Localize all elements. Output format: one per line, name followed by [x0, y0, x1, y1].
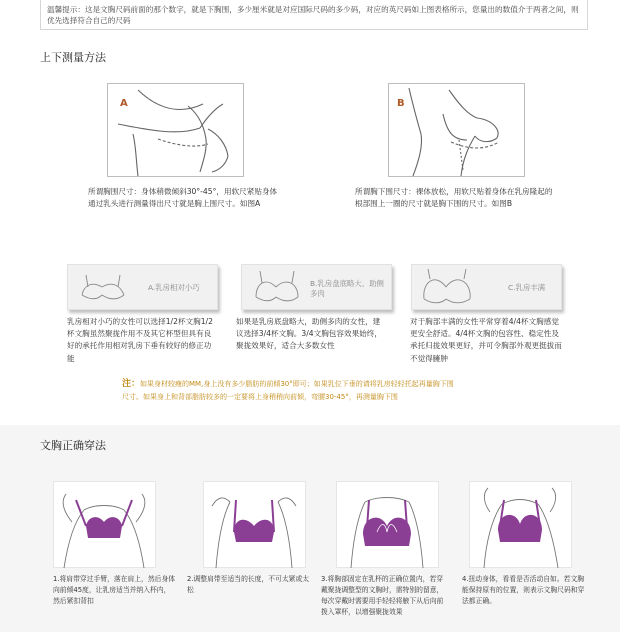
tip-box — [40, 0, 588, 30]
bra-full-cup-icon — [418, 265, 478, 311]
cup-card-a-label: A.乳房相对小巧 — [148, 283, 200, 292]
note-line-1: 如果身材较瘦的MM,身上没有多少脂肪的前倾30°即可；如果乳位下垂的请将乳房轻轻托起再量胸下围 — [140, 380, 454, 388]
note-line-2: 尺寸。如果身上和背部脂肪较多的一定要将上身稍稍向前倾，弯腰30-45°，再测量胸下围 — [122, 393, 398, 401]
step-3-image — [336, 481, 439, 568]
bra-three-quarter-cup-icon — [248, 265, 308, 311]
figure-a — [107, 83, 244, 177]
step-3-text: 3.将胸部固定在乳杯的正确位置内，若穿戴聚拢调整型的文胸时，需特别的留意，每次穿戴时需要用手轻轻将腋下从后向前拨入罩杯，以增强聚拢效果 — [321, 575, 444, 616]
figure-b-caption: 所谓胸下围尺寸：裸体放松，用软尺贴着身体在乳房隆起的根部围上一圈的尺寸就是胸下围的尺寸。如图B — [355, 187, 553, 208]
section-title-measure: 上下测量方法 — [40, 51, 106, 64]
step-1-image — [53, 481, 156, 568]
figure-b-illustration — [389, 84, 526, 178]
cup-card-b-label: B.乳房盘底略大、助侧多肉 — [310, 279, 384, 298]
figure-b — [388, 83, 525, 177]
figure-a-caption: 所谓胸围尺寸：身体稍微倾斜30°-45°，用软尺紧贴身体通过乳头进行测量得出尺寸就是胸上围尺寸。如图A — [88, 187, 278, 208]
figure-a-letter: A — [120, 98, 128, 109]
figure-b-letter: B — [397, 98, 405, 109]
cup-card-a-desc: 乳房相对小巧的女性可以选择1/2杯文胸1/2杯文胸虽然聚拢作用不及其它杯型但具有良好的承托作用相对乳房下垂有较好的修正功能 — [67, 317, 213, 363]
step-4-image — [469, 481, 572, 568]
step-2-text: 2.调整肩带至适当的长度，不可太紧或太松 — [187, 575, 310, 594]
cup-card-a — [67, 264, 218, 310]
step-4-illustration — [470, 482, 573, 569]
step-3-illustration — [337, 482, 440, 569]
note-prefix: 注： — [122, 379, 141, 389]
bra-half-cup-icon — [74, 265, 134, 311]
cup-card-b-desc: 如果是乳房底盘略大，助侧多肉的女性，建议选择3/4杯文胸。3/4文胸包容效果始终，聚拢效果好，适合大多数女性 — [236, 317, 382, 351]
step-2-illustration — [204, 482, 307, 569]
cup-card-c-desc: 对于胸部丰满的女性平常穿着4/4杯文胸感觉更安全舒适。4/4杯文胸的包容性、稳定性及承托归拢效果更好，并可令胸部外观更挺拔而不觉得臃肿 — [410, 317, 562, 363]
step-2-image — [203, 481, 306, 568]
tip-text: 温馨提示：这是文胸尺码前面的那个数字，就是下胸围，多少厘米就是对应国际尺码的多少码，对应的英尺码如上图表格所示，您量出的数值介于两者之间，则优先选择符合自己的尺码 — [47, 5, 579, 25]
section-title-wearing: 文胸正确穿法 — [40, 439, 106, 452]
cup-card-b — [241, 264, 392, 310]
measure-note — [122, 378, 454, 404]
step-4-text: 4.扭动身体，看看是否活动自如。若文胸能保持原有的位置，则表示文胸尺码和穿法都正确。 — [462, 575, 585, 605]
step-1-illustration — [54, 482, 157, 569]
step-1-text: 1.将肩带穿过手臂，落在肩上，然后身体向前倾45度，让乳房适当并纳入杯内，然后紧扣背扣 — [53, 575, 176, 605]
figure-a-illustration — [108, 84, 245, 178]
cup-card-c-label: C.乳房丰满 — [508, 283, 546, 292]
cup-card-c — [411, 264, 562, 310]
